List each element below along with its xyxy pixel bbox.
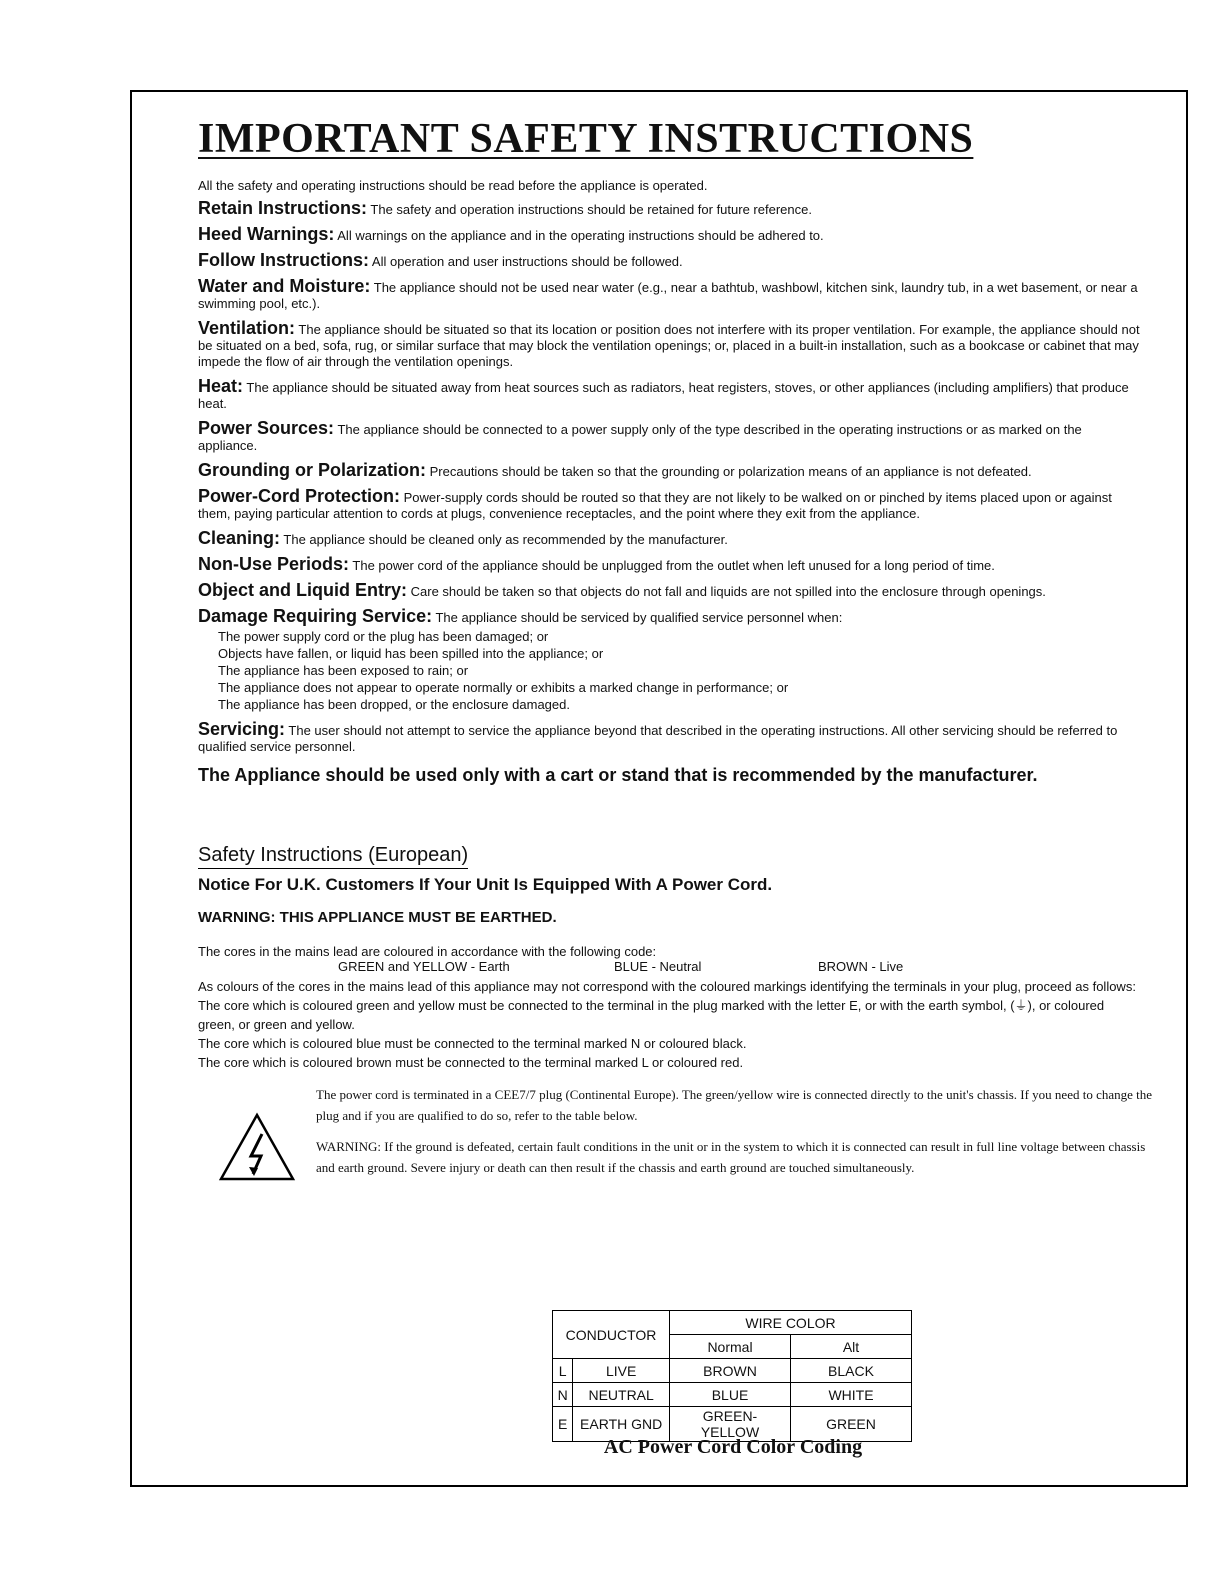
item-text: All operation and user instructions should be followed.: [371, 254, 683, 270]
item-text: The appliance should be connected to a power supply only of the type described in the operating instructions or as marked on the appliance.: [198, 422, 1082, 454]
item-heading: Damage Requiring Service:: [198, 606, 433, 627]
item-text: The appliance should be cleaned only as recommended by the manufacturer.: [283, 532, 728, 548]
item-heading: Power Sources:: [198, 418, 335, 439]
list-item: The appliance has been dropped, or the enclosure damaged.: [218, 697, 570, 713]
item-object-liquid: [198, 582, 1143, 600]
content: [198, 116, 1153, 1194]
item-heading: Heed Warnings:: [198, 224, 335, 245]
page-frame: [130, 90, 1188, 1487]
list-item: The appliance has been exposed to rain; or: [218, 663, 469, 679]
color-codes: [198, 959, 1143, 977]
item-heading: Power-Cord Protection:: [198, 486, 401, 507]
conductor-header: CONDUCTOR: [553, 1311, 670, 1359]
electric-shock-warning-icon: [218, 1112, 296, 1182]
item-damage: [198, 608, 1143, 626]
item-servicing: [198, 721, 1143, 755]
item-heat: [198, 378, 1143, 412]
item-text: Care should be taken so that objects do not fall and liquids are not spilled into the enclosure through openings.: [410, 584, 1046, 600]
normal-color: GREEN-YELLOW: [670, 1407, 791, 1442]
item-heading: Water and Moisture:: [198, 276, 371, 297]
color-coding-table-wrap: [552, 1310, 912, 1442]
item-cleaning: [198, 530, 1143, 548]
item-text: The appliance should be situated so that its location or position does not interfere with its proper ventilation. For example, the appliance should not be situated on a bed, sofa, rug, or similar surface that may block the ventilation openings; or, placed in a built-in installation, such as a bookcase or cabinet that may impede the flow of air through the ventilation openings.: [198, 322, 1140, 370]
list-item: Objects have fallen, or liquid has been spilled into the appliance; or: [218, 646, 604, 662]
conductor-code: N: [553, 1383, 573, 1407]
wire-color-header: WIRE COLOR: [670, 1311, 912, 1335]
item-text: Precautions should be taken so that the grounding or polarization means of an appliance is not defeated.: [429, 464, 1032, 480]
body-line: The core which is coloured green and yellow must be connected to the terminal in the plug marked with the letter E, or with the earth symbol, (⏚), or coloured green, or green and yellow.: [198, 998, 1105, 1033]
table-caption: AC Power Cord Color Coding: [603, 1436, 863, 1458]
item-retain: [198, 200, 1143, 218]
item-water: [198, 278, 1143, 312]
european-section-title: Safety Instructions (European): [198, 844, 468, 869]
item-ventilation: [198, 320, 1143, 370]
recommend-statement: The Appliance should be used only with a cart or stand that is recommended by the manufacturer.: [198, 765, 1038, 786]
list-item: The appliance does not appear to operate normally or exhibits a marked change in performance; or: [218, 680, 789, 696]
table-row: [553, 1359, 912, 1383]
page-title: IMPORTANT SAFETY INSTRUCTIONS: [198, 116, 974, 162]
item-heading: Cleaning:: [198, 528, 281, 549]
item-grounding: [198, 462, 1143, 480]
item-text: Power-supply cords should be routed so that they are not likely to be walked on or pinched by items placed upon or against them, paying particular attention to cords at plugs, convenience receptacles, and the point where they exit from the appliance.: [198, 490, 1112, 522]
code-neutral: BLUE - Neutral: [614, 959, 702, 975]
alt-header: Alt: [791, 1335, 912, 1359]
item-heading: Servicing:: [198, 719, 286, 740]
item-heading: Retain Instructions:: [198, 198, 368, 219]
list-item: The power supply cord or the plug has been damaged; or: [218, 629, 549, 645]
item-heading: Grounding or Polarization:: [198, 460, 426, 481]
alt-color: BLACK: [791, 1359, 912, 1383]
table-row: [553, 1383, 912, 1407]
damage-list: [218, 628, 1143, 713]
normal-color: BROWN: [670, 1359, 791, 1383]
item-heed: [198, 226, 1143, 244]
uk-notice: Notice For U.K. Customers If Your Unit Is Equipped With A Power Cord.: [198, 875, 773, 895]
table-header-row: [553, 1311, 912, 1335]
warning-block: [198, 1084, 1153, 1194]
code-earth: GREEN and YELLOW - Earth: [338, 959, 510, 975]
normal-color: BLUE: [670, 1383, 791, 1407]
conductor-code: L: [553, 1359, 573, 1383]
item-text: All warnings on the appliance and in the operating instructions should be adhered to.: [337, 228, 824, 244]
item-non-use: [198, 556, 1143, 574]
item-text: The appliance should be serviced by qualified service personnel when:: [435, 610, 843, 626]
item-heading: Heat:: [198, 376, 244, 397]
cee-note: The power cord is terminated in a CEE7/7 plug (Continental Europe). The green/yellow wire is connected directly to the unit's chassis. If you need to change the plug and if you are qualified to do so, refer to the table below.: [316, 1087, 1153, 1124]
normal-header: Normal: [670, 1335, 791, 1359]
item-heading: Object and Liquid Entry:: [198, 580, 408, 601]
item-text: The power cord of the appliance should be unplugged from the outlet when left unused for a long period of time.: [352, 558, 995, 574]
code-intro: The cores in the mains lead are coloured in accordance with the following code:: [198, 944, 657, 960]
item-heading: Follow Instructions:: [198, 250, 369, 271]
warning-text: [316, 1084, 1156, 1188]
color-coding-table: [552, 1310, 912, 1442]
earth-warning: WARNING: THIS APPLIANCE MUST BE EARTHED.: [198, 909, 557, 927]
body-line: As colours of the cores in the mains lead of this appliance may not correspond with the coloured markings identifying the terminals in your plug, proceed as follows:: [198, 979, 1136, 995]
item-heading: Non-Use Periods:: [198, 554, 350, 575]
conductor-code: E: [553, 1407, 573, 1442]
conductor-name: NEUTRAL: [573, 1383, 670, 1407]
conductor-name: LIVE: [573, 1359, 670, 1383]
item-text: The appliance should be situated away from heat sources such as radiators, heat registers, stoves, or other appliances (including amplifiers) that produce heat.: [198, 380, 1129, 412]
item-power-cord: [198, 488, 1143, 522]
item-text: The safety and operation instructions should be retained for future reference.: [370, 202, 812, 218]
item-text: The appliance should not be used near water (e.g., near a bathtub, washbowl, kitchen sink, laundry tub, in a wet basement, or near a swimming pool, etc.).: [198, 280, 1138, 312]
item-follow: [198, 252, 1143, 270]
alt-color: GREEN: [791, 1407, 912, 1442]
item-power-sources: [198, 420, 1143, 454]
conductor-name: EARTH GND: [573, 1407, 670, 1442]
code-live: BROWN - Live: [818, 959, 904, 975]
ground-warning: WARNING: If the ground is defeated, certain fault conditions in the unit or in the system to which it is connected can result in full line voltage between chassis and earth ground. Severe injury or death can then result if the chassis and earth ground are touched simultaneously.: [316, 1139, 1146, 1176]
body-line: The core which is coloured brown must be connected to the terminal marked L or coloured red.: [198, 1055, 744, 1071]
item-text: The user should not attempt to service the appliance beyond that described in the operating instructions. All other servicing should be referred to qualified service personnel.: [198, 723, 1118, 755]
body-line: The core which is coloured blue must be connected to the terminal marked N or coloured black.: [198, 1036, 747, 1052]
item-heading: Ventilation:: [198, 318, 296, 339]
intro-text: All the safety and operating instructions should be read before the appliance is operated.: [198, 178, 708, 194]
alt-color: WHITE: [791, 1383, 912, 1407]
